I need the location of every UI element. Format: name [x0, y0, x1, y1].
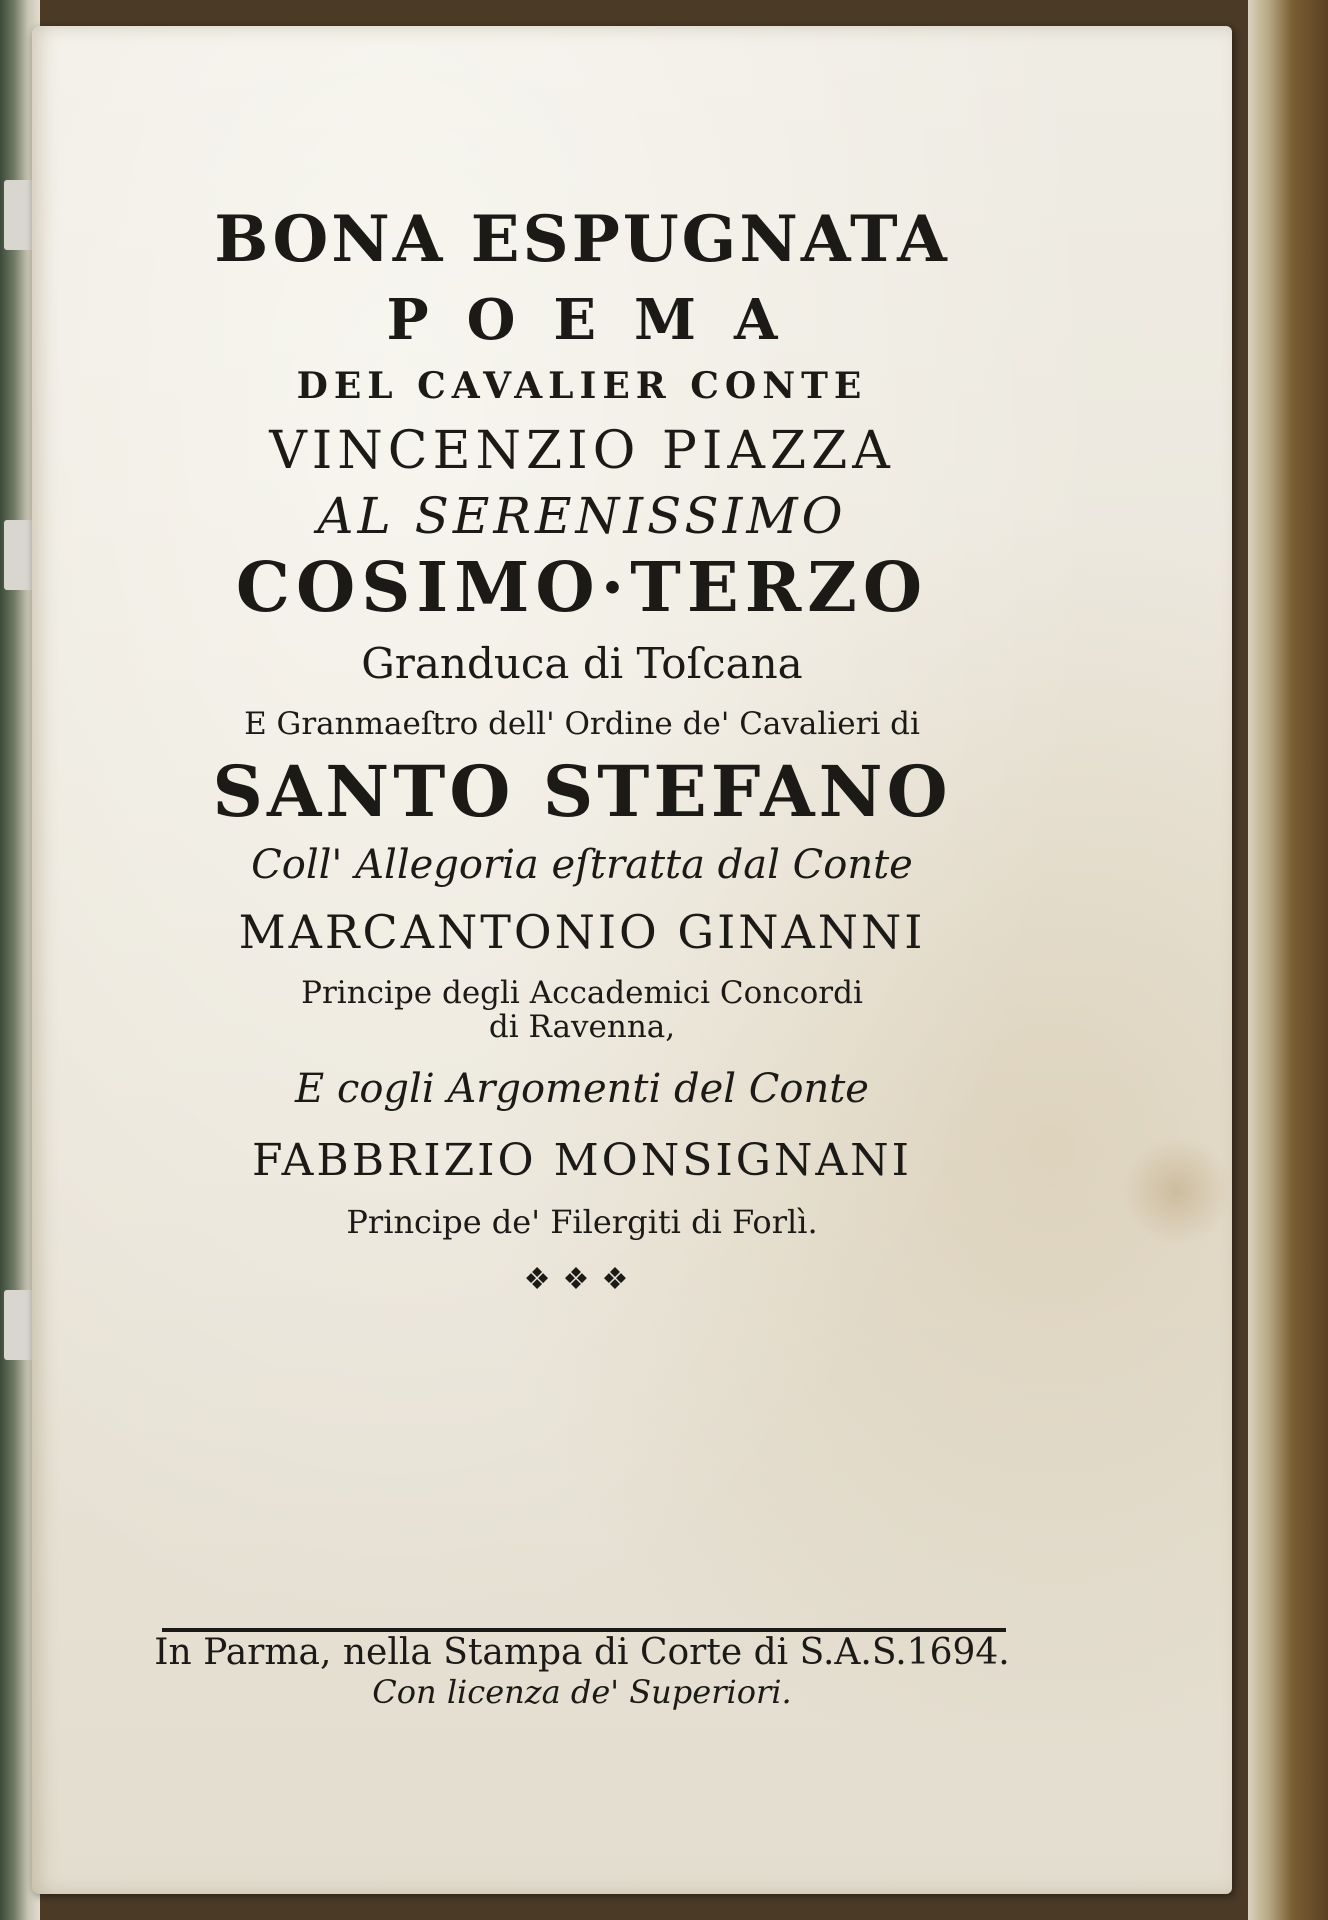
- imprint-line: In Parma, nella Stampa di Corte di S.A.S.1694.: [154, 1632, 1010, 1673]
- author-prefix: DEL CAVALIER CONTE: [296, 364, 868, 407]
- dedication-prefix: AL SERENISSIMO: [317, 487, 847, 546]
- arguments-author-title: Principe de' Filergiti di Forlì.: [346, 1202, 818, 1241]
- allegory-line: Coll' Allegoria eſtratta dal Conte: [251, 842, 913, 889]
- paper-stain: [1122, 1136, 1232, 1246]
- book-cover-edge-right: [1248, 0, 1328, 1920]
- arguments-line: E cogli Argomenti del Conte: [295, 1065, 869, 1112]
- license-line: Con licenza de' Superiori.: [372, 1672, 792, 1711]
- dedicatee-order-line: E Granmaeſtro dell' Ordine de' Cavalieri di: [244, 706, 920, 743]
- binding-stitch: [4, 180, 34, 250]
- main-title: BONA ESPUGNATA: [214, 202, 950, 277]
- author-name: VINCENZIO PIAZZA: [269, 420, 895, 481]
- allegory-author: MARCANTONIO GINANNI: [238, 905, 926, 960]
- binding-stitch: [4, 520, 34, 590]
- binding-stitch: [4, 1290, 34, 1360]
- arguments-author: FABBRIZIO MONSIGNANI: [251, 1134, 913, 1186]
- dedicatee-title: Granduca di Toſcana: [361, 639, 803, 689]
- imprint-block: [132, 1634, 1032, 1709]
- ornament-fleurons: ❖❖❖: [523, 1261, 641, 1297]
- title-block: [132, 202, 1032, 1297]
- order-name: SANTO STEFANO: [212, 749, 952, 833]
- allegory-author-title: Principe degli Accademici Concordi: [301, 974, 863, 1011]
- title-page: [32, 26, 1232, 1894]
- allegory-author-place: di Ravenna,: [488, 1009, 676, 1046]
- dedicatee-name: COSIMO·TERZO: [235, 547, 929, 628]
- subtitle-poema: POEMA: [386, 287, 816, 354]
